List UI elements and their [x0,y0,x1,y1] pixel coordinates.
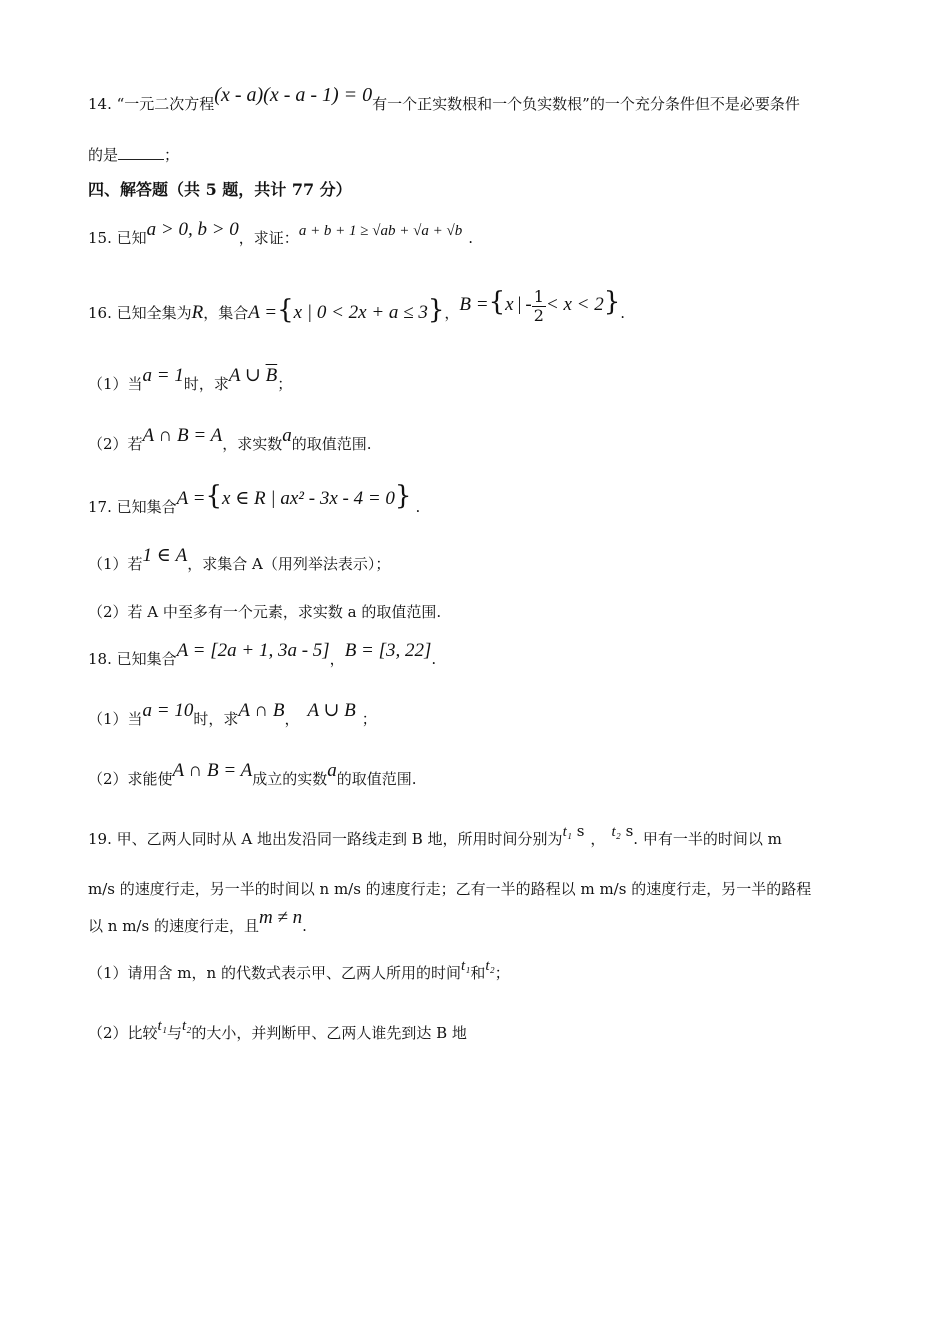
q16-universal-set: R [191,302,204,323]
q14-line1 [88,84,800,115]
q16-brace-open-a: { [277,295,294,325]
q17-p1-condition: 1 ∈ A [142,545,188,566]
q14-equation: (x - a)(x - a - 1) = 0 [214,84,373,106]
q14-text-cont: 的是 [88,146,119,164]
q14-line2 [88,144,179,166]
q16-brace-open-b: { [488,287,506,317]
q18-p1-pre: （1）当 [88,710,143,728]
q16-text-pre: 已知全集为 [116,304,192,322]
q16-set-a-body: x | 0 < 2x + a ≤ 3 [293,302,428,323]
q16-text-end: . [620,304,626,322]
q19-p2-end: 的大小，并判断甲、乙两人谁先到达 B 地 [191,1024,467,1042]
q16-p1-pre: （1）当 [88,375,143,393]
q16-p2-pre: （2）若 [88,435,143,453]
q16-p2-end: 的取值范围. [291,435,372,453]
q19-l3-end: . [302,917,307,935]
q18-part2 [88,760,417,790]
q14-text-post: 有一个正实数根和一个负实数根”的一个充分条件但不是必要条件 [372,95,800,113]
q14-text-pre: “一元二次方程 [116,95,215,113]
q19-s1: s [571,822,585,840]
q18-p1-sep: ， [284,710,300,728]
q19-l3-condition: m ≠ n [258,907,303,928]
q16-set-b-bar: | [517,294,522,315]
q18-number: 18. [88,650,117,668]
q16-fraction-numerator: 1 [533,286,544,306]
q17-p1-end: ，求集合 A（用列举法表示）； [187,555,391,573]
q16-p1-expr-a: A ∪ [228,365,266,386]
q19-line1 [88,822,782,851]
q18-part1 [88,700,377,730]
q18-set-b: B = [3, 22] [344,640,432,661]
q14-answer-blank[interactable] [118,145,164,160]
q17-p1-pre: （1）若 [88,555,143,573]
q17-line [88,481,421,518]
q19-p2-with: 与 [166,1024,182,1042]
q16-set-b-x: x [505,294,514,315]
q17-brace-close: } [394,481,412,511]
q16-p2-var: a [282,425,292,446]
q15-condition: a > 0, b > 0 [146,219,239,240]
q15-number: 15. [88,229,117,247]
q19-p2-t1: t₁ [157,1018,167,1034]
q17-set-a-body: x ∈ R | ax² - 3x - 4 = 0 [222,488,395,509]
q17-set-a-lhs: A = [176,488,206,509]
q19-t1: t₁ [562,824,572,840]
q16-fraction-denominator: 2 [533,305,544,325]
q18-p1-condition: a = 10 [142,700,194,721]
q16-p2-mid: ，求实数 [222,435,283,453]
q18-p2-end: 的取值范围. [336,770,417,788]
q19-p2-t2: t₂ [181,1018,192,1034]
q14-text-end: ； [164,146,180,164]
q18-text-pre: 已知集合 [116,650,177,668]
q19-line3 [88,907,307,937]
q19-p1-and: 和 [470,964,486,982]
q18-p2-mid: 成立的实数 [252,770,328,788]
q19-part2 [88,1018,467,1045]
q16-p1-expr-b-complement: $\overline{B}$ [265,365,278,386]
q15-text-mid: ，求证： [238,229,299,247]
q18-text-end: . [431,650,437,668]
q16-set-b-minus: - [525,294,532,315]
q16-comma: ， [444,304,460,322]
q18-p1-intersection: A ∩ B [238,700,285,721]
q18-p2-condition: A ∩ B = A [172,760,253,781]
q17-text-end: . [415,498,421,516]
q16-line [88,286,626,333]
q18-set-a: A = [2a + 1, 3a - 5] [176,640,330,661]
q17-text-pre: 已知集合 [116,498,177,516]
q19-l1-post: . 甲有一半的时间以 m [633,830,782,848]
q19-p1-t1: t₁ [460,958,471,974]
q19-t2: t₂ [611,824,621,840]
q19-part1 [88,958,510,985]
q19-l1-pre: 19. 甲、乙两人同时从 A 地出发沿同一路线走到 B 地，所用时间分别为 [88,830,563,848]
q16-text-mid: ，集合 [203,304,249,322]
q16-part2 [88,425,372,455]
q18-p2-var: a [327,760,337,781]
q19-l3-pre: 以 n m/s 的速度行走，且 [88,917,259,935]
q16-set-b-lhs: B = [459,294,489,315]
q15-line [88,219,474,250]
q18-p1-mid: 时，求 [193,710,239,728]
section-heading: 四、解答题（共 5 题，共计 77 分） [88,180,352,199]
q16-p1-mid: 时，求 [183,375,229,393]
q19-p2-pre: （2）比较 [88,1024,158,1042]
q17-number: 17. [88,498,117,516]
q16-set-a-lhs: A = [248,302,278,323]
q17-part1 [88,545,391,575]
q16-brace-close-a: } [427,295,445,325]
q16-set-b-fraction [532,288,546,325]
q14-number: 14. [88,95,117,113]
q18-p2-pre: （2）求能使 [88,770,173,788]
q15-inequality: a + b + 1 ≥ √ab + √a + √b [298,223,463,239]
q19-p1-pre: （1）请用含 m，n 的代数式表示甲、乙两人所用的时间 [88,964,461,982]
q15-text-end: . [468,229,474,247]
q18-p1-end: ； [361,710,377,728]
q16-part1 [88,365,293,395]
q19-s2: s [620,822,634,840]
q17-part2: （2）若 A 中至多有一个元素，求实数 a 的取值范围. [88,603,442,621]
q16-set-b-rest: < x < 2 [545,294,604,315]
q19-p1-t2: t₂ [485,958,495,974]
q19-line2: m/s 的速度行走，另一半的时间以 n m/s 的速度行走；乙有一半的路程以 m m/s 的速度行走，另一半的路程 [88,880,812,898]
q18-p1-union: A ∪ B [307,700,356,721]
q19-p1-end: ； [494,964,510,982]
q16-brace-close-b: } [603,287,621,317]
q19-sep: ， [590,830,606,848]
q17-brace-open: { [205,481,223,511]
q16-number: 16. [88,304,117,322]
q16-p2-condition: A ∩ B = A [142,425,223,446]
q18-comma: ， [329,650,345,668]
q16-p1-condition: a = 1 [142,365,184,386]
q16-p1-end: ； [277,375,293,393]
q15-text-pre: 已知 [116,229,147,247]
q18-line [88,640,437,670]
